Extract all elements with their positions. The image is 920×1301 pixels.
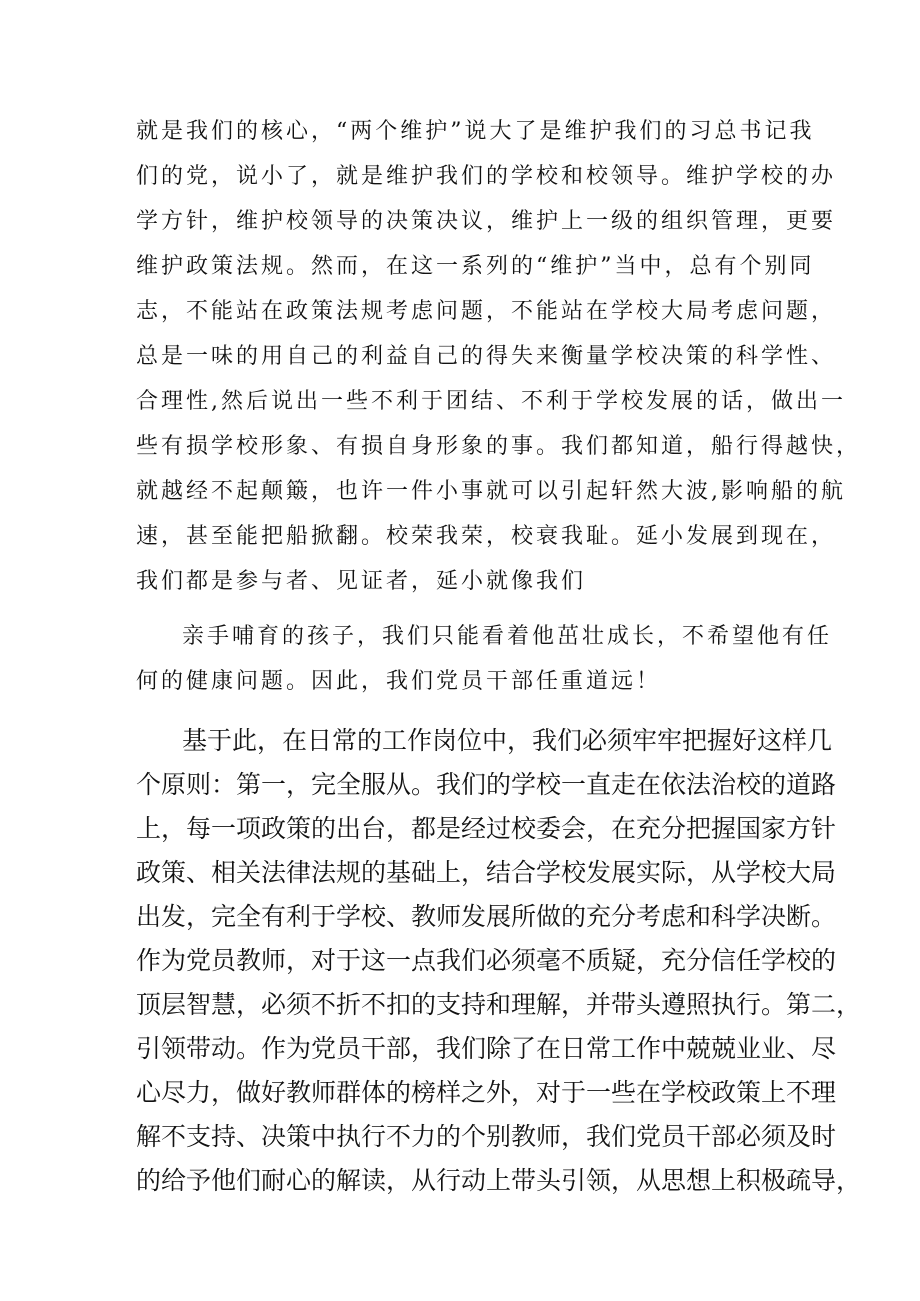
paragraph-a-line: 们的党，说小了，就是维护我们的学校和校领导。维护学校的办 <box>136 164 837 189</box>
paragraph-a-line: 我们都是参与者、见证者，延小就像我们 <box>136 569 587 594</box>
paragraph-c-line: 引领带动。作为党员干部，我们除了在日常工作中兢兢业业、尽 <box>136 1034 837 1063</box>
paragraph-c-line: 作为党员教师，对于这一点我们必须毫不质疑，充分信任学校的 <box>136 946 837 975</box>
paragraph-c-line: 的给予他们耐心的解读，从行动上带头引领，从思想上积极疏导， <box>136 1166 862 1195</box>
paragraph-c-line: 个原则：第一，完全服从。我们的学校一直走在依法治校的道路 <box>136 770 837 799</box>
paragraph-c-line: 顶层智慧，必须不折不扣的支持和理解，并带头遵照执行。第二， <box>136 990 862 1019</box>
paragraph-a-line: 学方针，维护校领导的决策决议，维护上一级的组织管理，更要 <box>136 209 837 234</box>
paragraph-c-line: 政策、相关法律法规的基础上，结合学校发展实际，从学校大局 <box>136 858 837 887</box>
paragraph-a-line: 总是一味的用自己的利益自己的得失来衡量学校决策的科学性、 <box>136 344 837 369</box>
paragraph-a-line: 就是我们的核心，“两个维护”说大了是维护我们的习总书记我 <box>136 119 815 144</box>
paragraph-a-line: 速，甚至能把船掀翻。校荣我荣，校衰我耻。延小发展到现在， <box>136 524 837 549</box>
paragraph-c-line: 心尽力，做好教师群体的榜样之外，对于一些在学校政策上不理 <box>136 1078 837 1107</box>
paragraph-a-line: 些有损学校形象、有损自身形象的事。我们都知道，船行得越快， <box>136 434 862 459</box>
paragraph-a-line: 合理性,然后说出一些不利于团结、不利于学校发展的话，做出一 <box>136 389 846 414</box>
paragraph-a-line: 志，不能站在政策法规考虑问题，不能站在学校大局考虑问题， <box>136 299 837 324</box>
paragraph-c-line: 出发，完全有利于学校、教师发展所做的充分考虑和科学决断。 <box>136 902 837 931</box>
paragraph-b-line: 何的健康问题。因此，我们党员干部任重道远！ <box>136 669 662 694</box>
paragraph-a-line: 维护政策法规。然而，在这一系列的“维护”当中，总有个别同 <box>136 254 815 279</box>
paragraph-c-line: 上，每一项政策的出台，都是经过校委会，在充分把握国家方针 <box>136 814 837 843</box>
paragraph-c-line: 基于此，在日常的工作岗位中，我们必须牢牢把握好这样几 <box>182 726 833 755</box>
paragraph-a-line: 就越经不起颠簸，也许一件小事就可以引起轩然大波,影响船的航 <box>136 479 846 504</box>
paragraph-b-line: 亲手哺育的孩子，我们只能看着他茁壮成长，不希望他有任 <box>182 624 833 649</box>
paragraph-c-line: 解不支持、决策中执行不力的个别教师，我们党员干部必须及时 <box>136 1122 837 1151</box>
